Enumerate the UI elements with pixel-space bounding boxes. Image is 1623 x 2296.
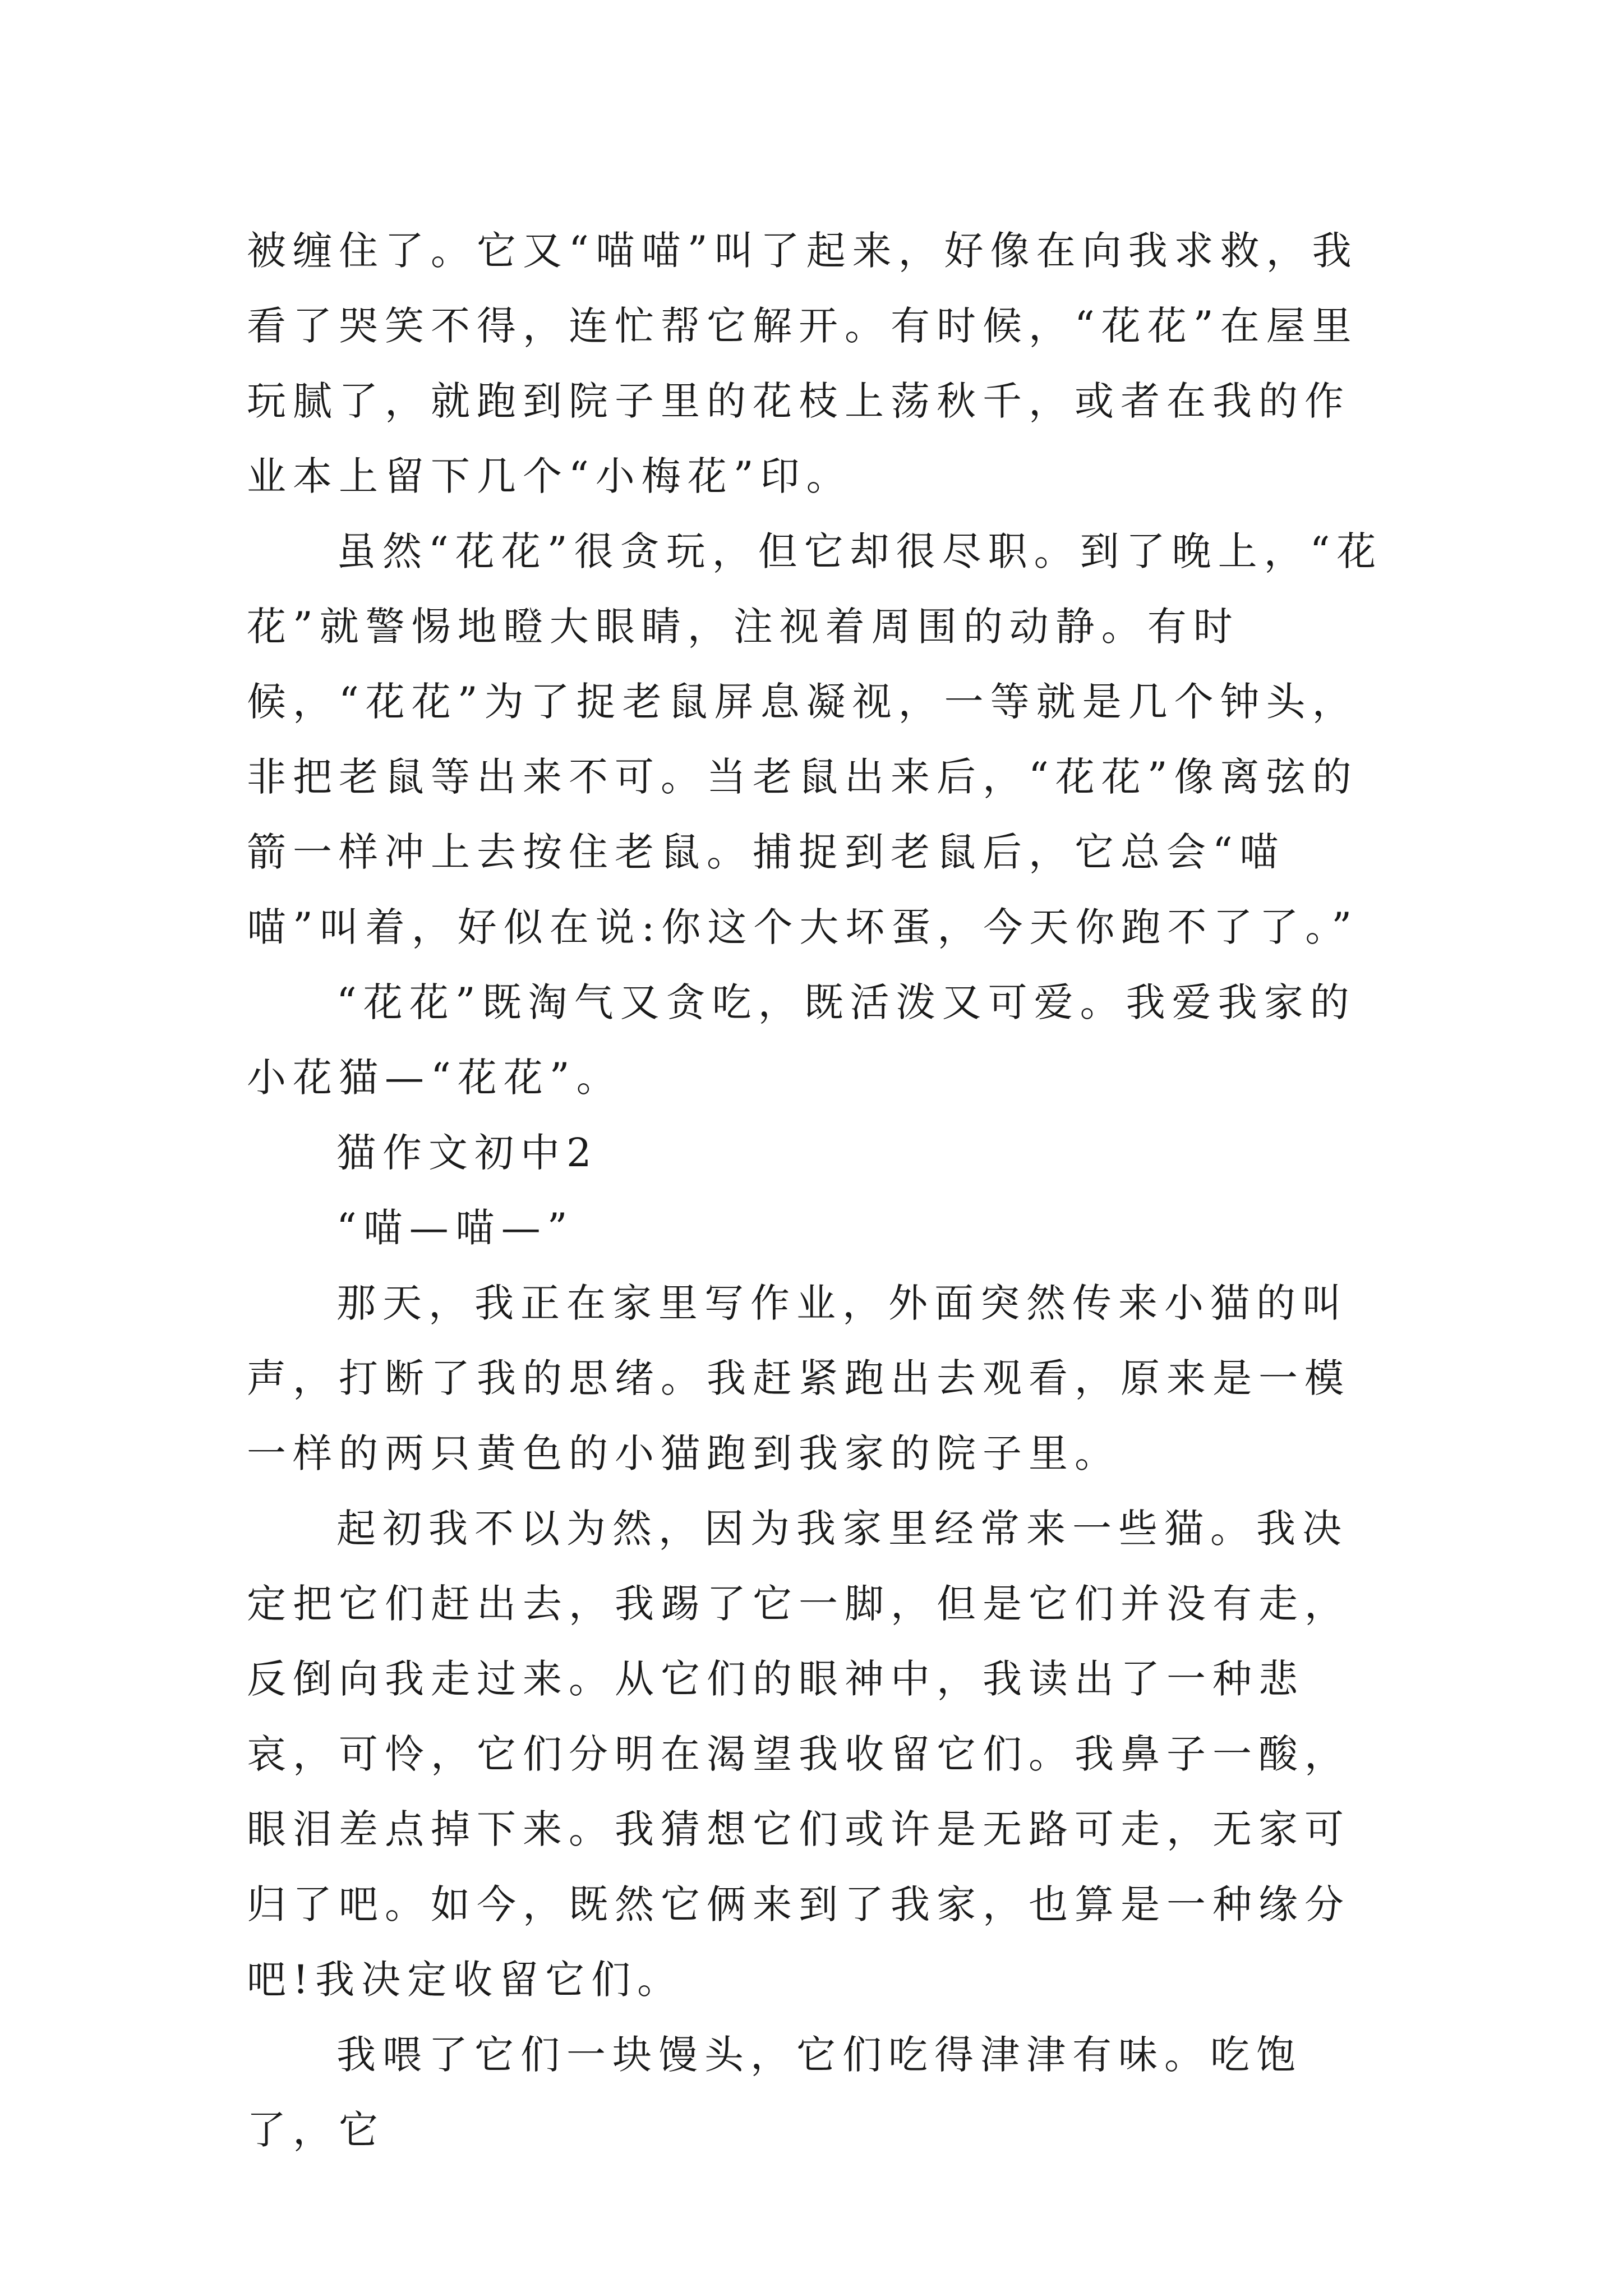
paragraph-8: 我喂了它们一块馒头，它们吃得津津有味。吃饱了，它 (247, 2032, 1302, 2153)
paragraph-2: 虽然“花花”很贪玩，但它却很尽职。到了晚上，“花花”就警惕地瞪大眼睛，注视着周围的动静。有时候，“花花”为了捉老鼠屏息凝视，一等就是几个钟头，非把老鼠等出来不可。当老鼠出来后，“花花”像离弦的箭一样冲上去按住老鼠。捕捉到老鼠后，它总会“喵喵”叫着，好似在说:你这个大坏蛋，今天你跑不了了。” (247, 528, 1383, 950)
document-body (247, 213, 1385, 2168)
paragraph-3: “花花”既淘气又贪吃，既活泼又可爱。我爱我家的小花猫—“花花”。 (247, 979, 1356, 1101)
paragraph-5: “喵—喵—” (336, 1205, 574, 1251)
paragraph-1: 被缠住了。它又“喵喵”叫了起来，好像在向我求救，我看了哭笑不得，连忙帮它解开。有时候，“花花”在屋里玩腻了，就跑到院子里的花枝上荡秋千，或者在我的作业本上留下几个“小梅花”印。 (247, 228, 1358, 499)
section-heading: 猫作文初中2 (336, 1130, 598, 1176)
paragraph-7: 起初我不以为然，因为我家里经常来一些猫。我决定把它们赶出去，我踢了它一脚，但是它们并没有走，反倒向我走过来。从它们的眼神中，我读出了一种悲哀，可怜，它们分明在渴望我收留它们。我鼻子一酸，眼泪差点掉下来。我猜想它们或许是无路可走，无家可归了吧。如今，既然它俩来到了我家，也算是一种缘分吧!我决定收留它们。 (247, 1506, 1350, 2003)
paragraph-6: 那天，我正在家里写作业，外面突然传来小猫的叫声，打断了我的思绪。我赶紧跑出去观看，原来是一模一样的两只黄色的小猫跑到我家的院子里。 (247, 1280, 1350, 1476)
